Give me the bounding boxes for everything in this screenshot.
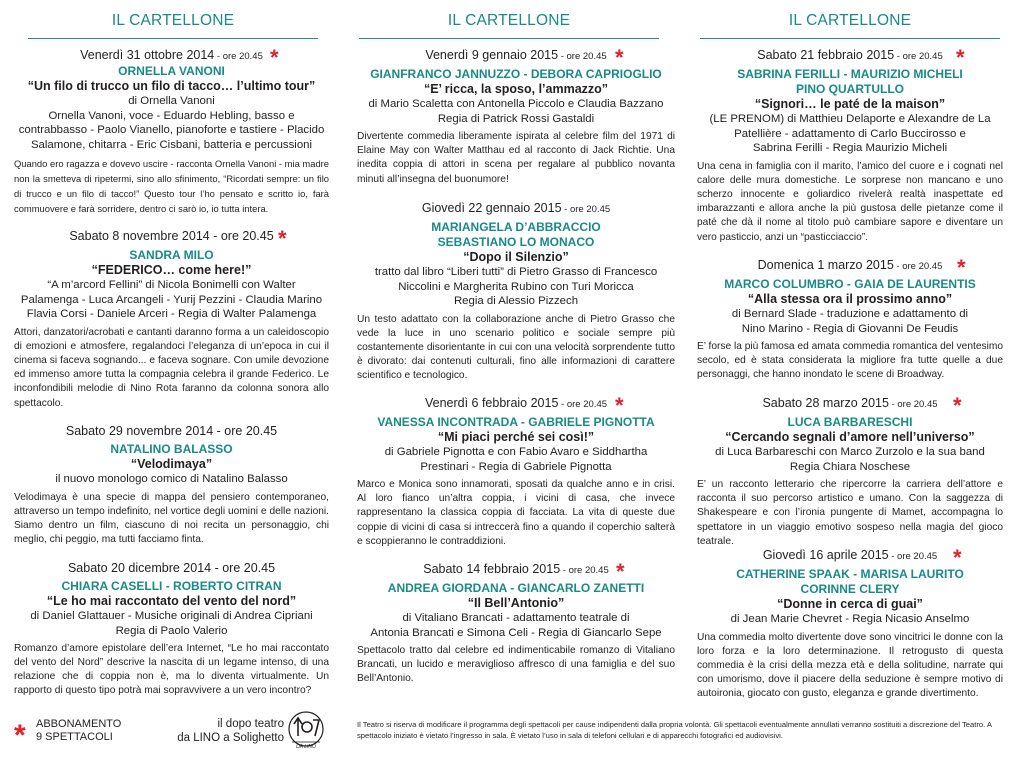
event-artist: PINO QUARTULLO bbox=[796, 82, 904, 96]
event-giordana bbox=[357, 559, 675, 687]
event-credit: Regia di Paolo Valerio bbox=[115, 624, 228, 637]
event-spaak bbox=[697, 545, 1003, 702]
column-1 bbox=[14, 0, 329, 696]
event-description: E’ forse la più famosa ed amata commedia romantica del ventesimo secolo, ed è stata considerata la migliore fra tutte quelle a due personaggi, che hanno inondato le scene di Broadway. bbox=[697, 341, 1003, 381]
column-header bbox=[700, 0, 1000, 39]
event-credit: Antonia Brancati e Simona Celi - Regia di Giancarlo Sepe bbox=[370, 626, 662, 639]
event-ferilli bbox=[697, 45, 1003, 245]
event-date: Giovedì 16 aprile 2015 - ore 20.45 * bbox=[762, 545, 962, 570]
event-credit: Flavia Corsi - Daniele Arceri - Regia di Walter Palamenga bbox=[26, 308, 317, 320]
event-description: Attori, danzatori/acrobati e cantanti daranno forma a un caleidoscopio di emozioni e atmosfere, regalandoci l’eleganza di un’epoca in cui il cinema si faceva sognando... e faceva sognare. Con umile devozione ed immenso amore tutta la compagnia celebra il grande Federico. Le inconfondibili melodie di Nino Rota faranno da colonna sonora allo spettacolo. bbox=[14, 326, 329, 409]
event-title: “Le ho mai raccontato del vento del nord” bbox=[46, 594, 297, 608]
event-description: Un testo adattato con la collaborazione anche di Pietro Grasso che vede la luce in uno scenario politico e sociale sempre più costantemente disorientante in cui con una velocità sorprendente tutto è divorato: dai contenuti culturali, fino alle informazioni di carattere scientifico e tecnologico. bbox=[357, 313, 675, 382]
event-artist: ORNELLA VANONI bbox=[118, 64, 225, 78]
event-description: Marco e Monica sono innamorati, sposati da qualche anno e in crisi. Al loro fianco un’altra coppia, i vicini di casa, che invece rappresentano la classica coppia di facciata. La vita di queste due coppie di vicini di casa si intreccerà fino a quando il coperchio salterà e scoppieranno le contraddizioni. bbox=[357, 479, 675, 547]
event-credit: Niccolini e Margherita Rubino con Turi Moricca bbox=[398, 280, 634, 293]
event-description: Spettacolo tratto dal celebre ed indimenticabile romanzo di Vitaliano Brancati, un lucido e meraviglioso affresco di una famiglia e del suo Bell’Antonio. bbox=[357, 645, 675, 685]
event-date: Domenica 1 marzo 2015 - ore 20.45 * bbox=[757, 255, 966, 280]
star-icon: * bbox=[615, 393, 624, 418]
event-date: Venerdì 6 febbraio 2015 - ore 20.45 * bbox=[424, 393, 624, 418]
event-credit: Sabrina Ferilli - Regia Maurizio Micheli bbox=[752, 142, 948, 154]
event-date: Venerdì 9 gennaio 2015 - ore 20.45 * bbox=[425, 45, 624, 70]
event-description: Una cena in famiglia con il marito, l’amico del cuore e i cognati nel calore delle mura domestiche. Le sorprese non mancano e uno scherzo innocente e goliardico rivelerà realtà inaspettate ed imbarazzanti e allora anche la più gustosa delle pietanze come il paté che dà il nome al titolo può cambiare sapore e diventare un vero pasticcio, anzi un “pasticciaccio”. bbox=[697, 160, 1003, 243]
event-date: Sabato 14 febbraio 2015 - ore 20.45 * bbox=[423, 559, 625, 584]
event-title: “E’ ricca, la sposo, l’ammazzo” bbox=[423, 82, 609, 96]
event-artist: NATALINO BALASSO bbox=[110, 442, 233, 456]
star-icon: * bbox=[953, 393, 962, 418]
event-date: Venerdì 31 ottobre 2014 - ore 20.45 * bbox=[80, 45, 279, 70]
event-title: “FEDERICO… come here!” bbox=[91, 263, 252, 277]
event-artist: CHIARA CASELLI - ROBERTO CITRAN bbox=[61, 579, 282, 593]
event-jannuzzo bbox=[357, 45, 675, 187]
event-description: Una commedia molto divertente dove sono vincitrici le donne con la loro forza e la loro determinazione. Il retrogusto di questa commedia è la crisi della mezza età e della solitudine, narrate qui con umorismo, dove il piacere della seduzione è sempre motivo di autoironia, giocato con gusto, eleganza e grande divertimento. bbox=[697, 631, 1003, 700]
event-description: Divertente commedia liberamente ispirata al celebre film del 1971 di Elaine May con Walter Matthau ed al racconto di Jack Richtie. Una inedita coppia di attori in scena per regalare al pubblico novanta minuti all’insegna del buonumore! bbox=[357, 131, 675, 185]
star-icon: * bbox=[615, 45, 624, 70]
event-title: “Un filo di trucco un filo di tacco… l’ultimo tour” bbox=[27, 79, 316, 93]
event-credit: Regia di Alessio Pizzech bbox=[453, 295, 579, 307]
event-incontrada bbox=[357, 393, 675, 549]
header-title: IL CARTELLONE bbox=[447, 12, 571, 29]
event-credit: Regia Chiara Noschese bbox=[789, 460, 911, 473]
event-credit: Palamenga - Luca Arcangeli - Yurij Pezzini - Claudia Marino bbox=[20, 293, 323, 306]
event-credit: il nuovo monologo comico di Natalino Balasso bbox=[55, 473, 288, 485]
header-title: IL CARTELLONE bbox=[111, 12, 235, 29]
star-icon: * bbox=[270, 45, 279, 70]
star-icon: * bbox=[616, 559, 625, 584]
event-artist: ANDREA GIORDANA - GIANCARLO ZANETTI bbox=[387, 581, 645, 595]
event-title: “Alla stessa ora il prossimo anno” bbox=[747, 292, 953, 306]
event-credit: Regia di Patrick Rossi Gastaldi bbox=[437, 112, 595, 125]
event-credit: di Gabriele Pignotta e con Fabio Avaro e Siddhartha bbox=[384, 446, 648, 458]
column-3 bbox=[697, 0, 1003, 700]
event-date: Sabato 21 febbraio 2015 - ore 20.45 * bbox=[757, 45, 965, 70]
event-artist: CATHERINE SPAAK - MARISA LAURITO bbox=[736, 567, 964, 581]
event-description: Quando ero ragazza e dovevo uscire - racconta Ornella Vanoni - mia madre non la smetteva di ripetermi, sino allo sfinimento, “Ricordati sempre: un filo di trucco e un filo di tacco!” Questo tour l’ho pensato e scritto io, farà commuovere e farà sorridere, dentro ci sarò io, io tutta intera. bbox=[14, 158, 329, 214]
column-2 bbox=[357, 0, 675, 685]
event-description: Velodimaya è una specie di mappa del pensiero contemporaneo, attraverso un tempo indefinito, nel vortice degli uomini e delle nazioni. Siamo dentro un film, ciascuno di noi recita un personaggio, chi meglio, chi peggio, ma tutti facciamo finta. bbox=[14, 491, 329, 546]
event-caselli bbox=[14, 561, 329, 698]
event-dabbraccio bbox=[357, 201, 675, 384]
event-artist: MARIANGELA D’ABBRACCIO bbox=[431, 220, 601, 234]
star-icon: * bbox=[953, 545, 962, 570]
column-header bbox=[359, 0, 659, 39]
header-title: IL CARTELLONE bbox=[788, 12, 912, 29]
event-credit: Ornella Vanoni, voce - Eduardo Hebling, basso e bbox=[48, 109, 295, 122]
event-title: “Mi piaci perché sei così!” bbox=[437, 430, 595, 444]
event-title: “Il Bell’Antonio” bbox=[467, 596, 565, 610]
event-artist: LUCA BARBARESCHI bbox=[787, 415, 913, 429]
event-date: Sabato 29 novembre 2014 - ore 20.45 bbox=[65, 424, 278, 438]
event-title: “Donne in cerca di guai” bbox=[777, 597, 923, 611]
event-artist: MARCO COLUMBRO - GAIA DE LAURENTIS bbox=[724, 277, 976, 291]
event-artist: SANDRA MILO bbox=[129, 248, 214, 262]
event-credit: di Mario Scaletta con Antonella Piccolo e Claudia Bazzano bbox=[368, 98, 664, 110]
star-icon: * bbox=[14, 719, 26, 752]
event-credit: Nino Marino - Regia di Giovanni De Feudis bbox=[741, 322, 959, 335]
subscription-text: ABBONAMENTO 9 SPETTACOLI bbox=[36, 718, 122, 743]
event-date: Sabato 20 dicembre 2014 - ore 20.45 bbox=[67, 561, 276, 575]
star-icon: * bbox=[278, 226, 287, 251]
event-credit: di Vitaliano Brancati - adattamento teatrale di bbox=[402, 612, 630, 624]
event-description: Romanzo d’amore epistolare dell’era Internet, “Le ho mai raccontato del vento del Nord” descrive la nascita di un legame intenso, di una relazione che di coppia non è, ma lo diventa virtualmente. Un rapporto di questo tipo potrà mai sopravvivere a un vero incontro? bbox=[14, 643, 329, 696]
event-date: Sabato 8 novembre 2014 - ore 20.45 * bbox=[69, 226, 287, 251]
event-title: “Dopo il Silenzio” bbox=[463, 250, 569, 264]
after-theatre-note: il dopo teatro da LINO a Solighetto bbox=[177, 718, 284, 744]
event-credit: Salamone, chitarra - Eric Cisbani, batteria e percussioni bbox=[30, 138, 313, 151]
event-vanoni bbox=[14, 45, 329, 216]
event-title: “Cercando segnali d’amore nell’universo” bbox=[725, 430, 975, 444]
event-credit: Patellière - adattamento di Carlo Buccirosso e bbox=[734, 127, 966, 140]
event-credit: Prestinari - Regia di Gabriele Pignotta bbox=[420, 460, 612, 473]
event-credit: (LE PRENOM) di Matthieu Delaporte e Alexandre de La bbox=[709, 113, 991, 125]
event-balasso bbox=[14, 424, 329, 547]
event-title: “Velodimaya” bbox=[130, 457, 213, 471]
event-artist: CORINNE CLERY bbox=[800, 582, 900, 596]
event-description: E’ un racconto letterario che ripercorre la carriera dell’attore e racconta il suo percorso artistico e umano. Con la saggezza di Shakespeare e con l’ironia pungente di Mamet, accompagna lo spettatore in un viaggio emotivo sospeso nella magia del gioco teatrale. bbox=[697, 479, 1003, 547]
event-credit: di Daniel Glattauer - Musiche originali di Andrea Cipriani bbox=[30, 610, 313, 622]
logo-caption: DA LINO bbox=[296, 744, 316, 750]
event-credit: “A m’arcord Fellini” di Nicola Bonimelli con Walter bbox=[47, 279, 296, 291]
event-columbro bbox=[697, 255, 1003, 383]
star-icon: * bbox=[956, 45, 965, 70]
event-credit: contrabbasso - Paolo Vianello, pianoforte e tastiere - Placido bbox=[18, 124, 325, 136]
event-artist: SABRINA FERILLI - MAURIZIO MICHELI bbox=[737, 67, 963, 81]
event-date: Giovedì 22 gennaio 2015 - ore 20.45 bbox=[421, 201, 611, 215]
disclaimer-text: Il Teatro si riserva di modificare il programma degli spettacoli per cause indipendenti dalla propria volontà. Gli spettacoli eventualmente annullati verranno sostituiti a discrezione del Teatro. A spettacolo iniziato è vietato l’ingresso in sala. È vietato l’uso in sala di telefoni cellulari e di apparecchi fotografici ed audiovisivi. bbox=[357, 720, 992, 740]
column-header bbox=[28, 0, 318, 39]
event-title: “Signori… le paté de la maison” bbox=[754, 97, 946, 111]
event-credit: di Bernard Slade - traduzione e adattamento di bbox=[731, 308, 969, 320]
event-barbareschi bbox=[697, 393, 1003, 549]
event-artist: GIANFRANCO JANNUZZO - DEBORA CAPRIOGLIO bbox=[370, 67, 662, 81]
star-icon: * bbox=[957, 255, 966, 280]
event-credit: tratto dal libro “Liberi tutti” di Pietro Grasso di Francesco bbox=[374, 266, 658, 278]
event-date: Sabato 28 marzo 2015 - ore 20.45 * bbox=[762, 393, 962, 418]
event-artist: VANESSA INCONTRADA - GABRIELE PIGNOTTA bbox=[377, 415, 655, 429]
event-credit: di Ornella Vanoni bbox=[128, 95, 215, 107]
event-milo bbox=[14, 226, 329, 411]
event-credit: di Jean Marie Chevret - Regia Nicasio Anselmo bbox=[730, 613, 970, 625]
event-artist: SEBASTIANO LO MONACO bbox=[437, 235, 595, 249]
event-credit: di Luca Barbareschi con Marco Zurzolo e la sua band bbox=[715, 446, 985, 458]
da-lino-logo bbox=[284, 708, 328, 752]
